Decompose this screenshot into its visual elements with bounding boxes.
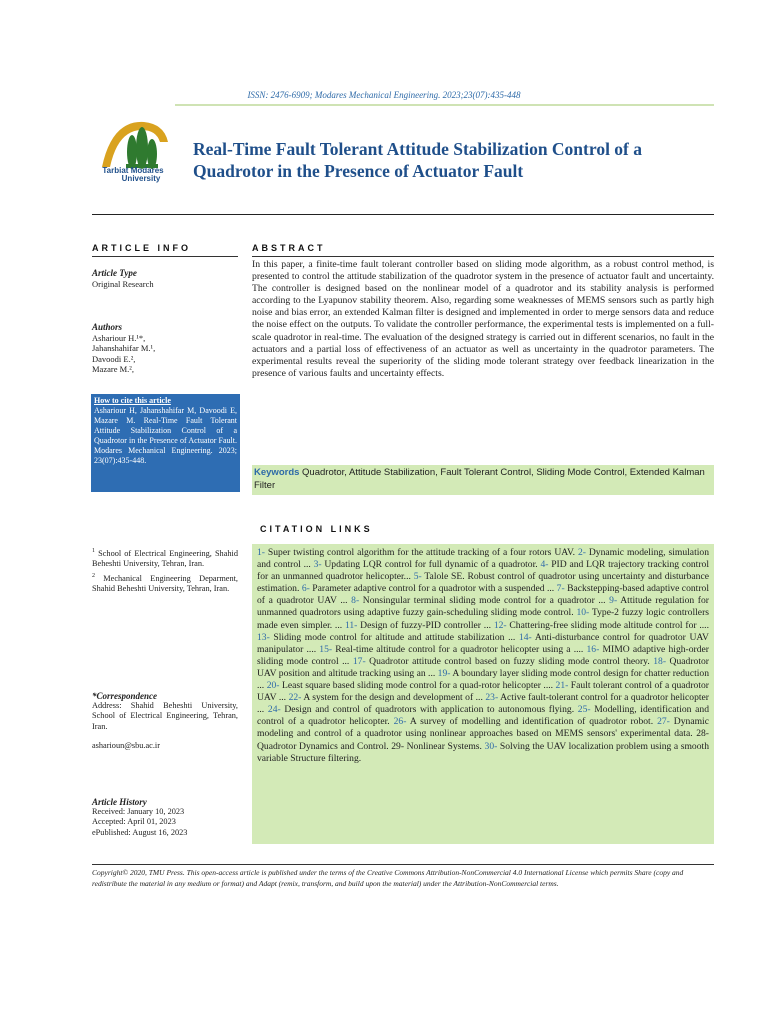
affiliation-number: 1 <box>92 548 95 554</box>
keywords-box <box>252 465 714 495</box>
how-to-cite-link[interactable]: How to cite this article <box>94 396 171 405</box>
citation-link[interactable]: Design of fuzzy-PID controller ... <box>357 619 494 631</box>
citation-link[interactable]: Chattering-free sliding mode altitude control for .... <box>506 619 709 631</box>
citation-number[interactable]: 17- <box>352 655 366 667</box>
correspondence-label: *Correspondence <box>92 691 157 701</box>
citation-links-box <box>252 544 714 844</box>
citation-link[interactable]: Solving the UAV localization problem using a smooth variable Structure filtering. <box>257 740 709 764</box>
article-info-rule <box>92 256 238 257</box>
citation-number[interactable]: 14- <box>518 631 532 643</box>
authors-block <box>92 322 238 375</box>
citation-number[interactable]: 26- <box>393 716 407 728</box>
citation-number[interactable]: 30- <box>484 740 498 752</box>
citation-link[interactable]: Dynamic modeling, simulation and control ... <box>257 547 709 571</box>
logo-text: Tarbiat Modares <box>102 166 164 175</box>
article-info-heading: ARTICLE INFO <box>92 243 191 253</box>
citation-number[interactable]: 4- <box>540 559 549 571</box>
footer-rule <box>92 864 714 865</box>
citation-link[interactable]: Real-time altitude control for a quadrotor helicopter using a .... <box>332 643 587 655</box>
citation-number[interactable]: 3- <box>313 559 322 571</box>
abstract-heading: ABSTRACT <box>252 243 326 253</box>
citation-link[interactable]: Backstepping-based adaptive control of a quadrotor UAV ... <box>257 583 709 607</box>
citation-number[interactable]: 21- <box>555 680 569 692</box>
citation-link[interactable]: MIMO adaptive high-order sliding mode control ... <box>257 643 709 667</box>
citation-number[interactable]: 9- <box>609 595 618 607</box>
author-item[interactable]: Jahanshahifar M.¹, <box>92 343 156 353</box>
citation-number[interactable]: 19- <box>437 667 451 679</box>
citation-link[interactable]: A boundary layer sliding mode control design for chatter reduction ... <box>257 667 710 692</box>
article-history <box>92 797 238 838</box>
citation-number[interactable]: 24- <box>267 704 281 716</box>
issn-line: ISSN: 2476-6909; Modares Mechanical Engineering. 2023;23(07):435-448 <box>247 90 521 100</box>
affiliation-number: 2 <box>92 573 95 580</box>
article-type <box>92 268 238 289</box>
citation-number[interactable]: 11- <box>344 619 358 631</box>
abstract-rule <box>252 256 714 257</box>
correspondence-email[interactable]: asharioun@sbu.ac.ir <box>92 740 161 750</box>
citation-text: Ashariour H, Jahanshahifar M, Davoodi E, Mazare M. Real-Time Fault Tolerant Attitude Stabilization Control of a Quadrotor in the Presence of Actuator Fault. Modares Mechanical Engineering. 2023; 23(07):435-448. <box>94 406 237 465</box>
copyright-notice: Copyright© 2020, TMU Press. This open-access article is published under the terms of the Creative Commons Attribution-NonCommercial 4.0 International License which permits Share (copy and redistribute the material in any medium or format) and Adapt (remix, transform, and build upon the material) under the Attribution-NonCommercial terms. <box>92 868 684 888</box>
history-accepted: Accepted: April 01, 2023 <box>92 817 176 827</box>
citation-number[interactable]: 25- <box>577 704 591 716</box>
citation-number[interactable]: 6- <box>301 583 310 595</box>
citation-number[interactable]: 1- <box>257 547 265 558</box>
citation-link[interactable]: Attitude regulation for unmanned quadrotors using adaptive fuzzy gain-scheduling sliding mode control. <box>257 595 709 619</box>
citation-link[interactable]: Quadrotor UAV position and altitude tracking using an ... <box>257 655 709 679</box>
citation-number[interactable]: 23- <box>485 692 499 704</box>
header-divider <box>175 104 714 106</box>
citation-number[interactable]: 13- <box>257 631 270 643</box>
history-published: ePublished: August 16, 2023 <box>92 827 188 837</box>
author-item[interactable]: Mazare M.², <box>92 364 134 374</box>
citation-link[interactable]: Quadrotor attitude control based on fuzzy sliding mode control theory. <box>365 655 654 667</box>
author-item[interactable]: Ashariour H.¹*, <box>92 332 146 343</box>
keywords-text: Quadrotor, Attitude Stabilization, Fault Tolerant Control, Sliding Mode Control, Extended Kalman Filter <box>254 467 705 491</box>
citation-link[interactable]: Type-2 fuzzy logic controllers made even simpler. ... <box>257 607 709 631</box>
citation-number[interactable]: 20- <box>266 680 280 692</box>
citation-link[interactable]: Talole SE. Robust control of quadrotor using uncertainty and disturbance estimation. <box>257 571 709 595</box>
citation-links-heading: CITATION LINKS <box>260 524 373 534</box>
paper-title: Real-Time Fault Tolerant Attitude Stabilization Control of a Quadrotor in the Presence of Actuator Fault <box>193 139 643 181</box>
citation-number[interactable]: 2- <box>577 547 586 558</box>
history-label: Article History <box>92 797 147 807</box>
citation-number[interactable]: 15- <box>319 643 333 655</box>
citation-number[interactable]: 12- <box>493 619 507 631</box>
citation-link[interactable]: PID and LQR trajectory tracking control for an unmanned quadrotor helicopter... <box>257 559 709 583</box>
citation-number[interactable]: 22- <box>288 692 302 704</box>
citation-number[interactable]: 5- <box>413 571 422 583</box>
citation-number[interactable]: 8- <box>351 595 360 607</box>
authors-label: Authors <box>92 322 123 332</box>
citation-number[interactable]: 10- <box>576 607 590 619</box>
abstract-text: In this paper, a finite-time fault tolerant controller based on sliding mode algorithm, as a robust control method, is presented to control the attitude stabilization of the quadrotor system in the presence of actuator fault and uncertainty. The controller is designed based on the nonlinear model of a quadrotor and its stability analysis is performed according to the Lyapunov stability theorem. Also, regarding some weaknesses of MEMS sensors such as partly high noise and bias error, an extended Kalman filter is designed and implemented in order to merge sensors data and reduce the noise effect on the outputs. To validate the controller performance, the experimental tests is implemented on a full-scale quadrotor in real-time. The evaluation of the designed strategy is carried out in different scenarios, no fault in the actuators and a partial loss of effectiveness of an actuator as well as uncertainty in the quadrotor parameters. The experimental results reveal the superiority of the sliding mode tolerant strategy over feedback linearization in the presence of various faults and uncertainty effects. <box>252 259 714 379</box>
citation-link[interactable]: Dynamic modeling and control of a quadrotor using nonlinear approaches based on MEMS sensors' experimental data. 28- Quadrotor Dynamics and Control. 29- Nonlinear Systems. <box>257 716 709 752</box>
affiliation-text: School of Electrical Engineering, Shahid Beheshti University, Tehran, Iran. <box>92 548 238 568</box>
citation-link[interactable]: Fault tolerant control of a quadrotor UAV ... <box>257 680 709 704</box>
citation-link[interactable]: Anti-disturbance control for quadrotor UAV manipulator .... <box>257 631 709 655</box>
how-to-cite-box <box>91 394 240 492</box>
citation-link[interactable]: Parameter adaptive control for a quadrotor with a suspended ... <box>309 583 557 595</box>
citation-link[interactable]: Updating LQR control for full dynamic of a quadrotor. <box>321 559 541 571</box>
citation-link[interactable]: Super twisting control algorithm for the attitude tracking of a four rotors UAV. <box>265 547 578 558</box>
correspondence-block <box>92 691 238 751</box>
citation-link[interactable]: Active fault-tolerant control for a quadrotor helicopter ... <box>257 692 709 716</box>
affiliation-text: Mechanical Engineering Deparment, Shahid Beheshti University, Tehran, Iran. <box>92 573 239 594</box>
author-item[interactable]: Davoodi E.², <box>92 353 136 364</box>
citation-number[interactable]: 27- <box>657 716 670 728</box>
title-divider <box>92 214 714 215</box>
citation-link[interactable]: A system for the design and development of ... <box>301 692 486 704</box>
citation-link[interactable]: Nonsingular terminal sliding mode control for a quadrotor ... <box>359 595 610 607</box>
citation-link[interactable]: A survey of modelling and identification of quadrotor robot. <box>406 716 658 728</box>
correspondence-address: Address: Shahid Beheshti University, School of Electrical Engineering, Tehran, Iran. <box>92 701 238 731</box>
citation-link[interactable]: Modelling, identification and control of a quadrotor helicopter. <box>257 704 709 728</box>
citation-number[interactable]: 18- <box>653 655 667 667</box>
history-received: Received: January 10, 2023 <box>92 807 185 817</box>
citation-number[interactable]: 16- <box>586 643 600 655</box>
citation-link[interactable]: Sliding mode control for altitude and attitude stabilization ... <box>269 631 519 643</box>
affiliation-item <box>92 546 238 569</box>
article-type-label: Article Type <box>92 268 137 278</box>
logo-text: University <box>121 174 161 183</box>
keywords-label: Keywords <box>254 467 300 478</box>
citation-link[interactable]: Least square based sliding mode control for a quad-rotor helicopter .... <box>279 680 556 692</box>
citation-link[interactable]: Design and control of quadrotors with application to autonomous flying. <box>280 704 578 716</box>
citation-number[interactable]: 7- <box>556 583 565 595</box>
affiliation-item <box>92 571 238 594</box>
article-type-value: Original Research <box>92 278 154 289</box>
affiliations <box>92 546 238 594</box>
